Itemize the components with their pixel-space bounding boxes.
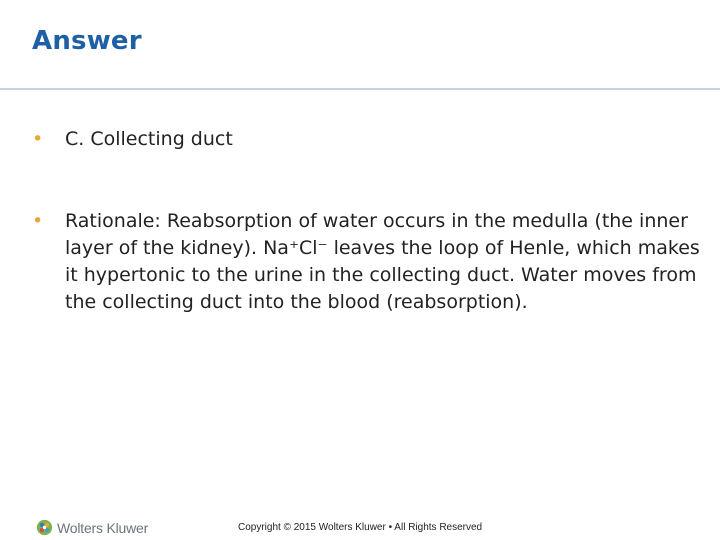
bullet-answer bbox=[32, 126, 704, 153]
bullet-rationale bbox=[32, 208, 704, 316]
bullet-rationale-text: Rationale: Reabsorption of water occurs in the medulla (the inner layer of the kidney). Na⁺Cl⁻ leaves the loop of Henle, which makes it hypertonic to the urine in the collecting duct. Water moves from the collecting duct into the blood (reabsorption). bbox=[65, 210, 700, 313]
wolters-kluwer-logo bbox=[36, 519, 148, 536]
slide-title: Answer bbox=[32, 26, 142, 56]
bullet-list bbox=[32, 126, 704, 316]
bullet-dot-icon: • bbox=[32, 128, 44, 150]
copyright-notice: Copyright © 2015 Wolters Kluwer • All Rights Reserved bbox=[238, 522, 483, 533]
bullet-dot-icon: • bbox=[32, 210, 44, 232]
title-divider bbox=[0, 88, 720, 90]
wolters-kluwer-globe-icon bbox=[36, 519, 53, 536]
logo-wordmark: Wolters Kluwer bbox=[57, 519, 149, 536]
bullet-answer-text: C. Collecting duct bbox=[65, 128, 233, 150]
